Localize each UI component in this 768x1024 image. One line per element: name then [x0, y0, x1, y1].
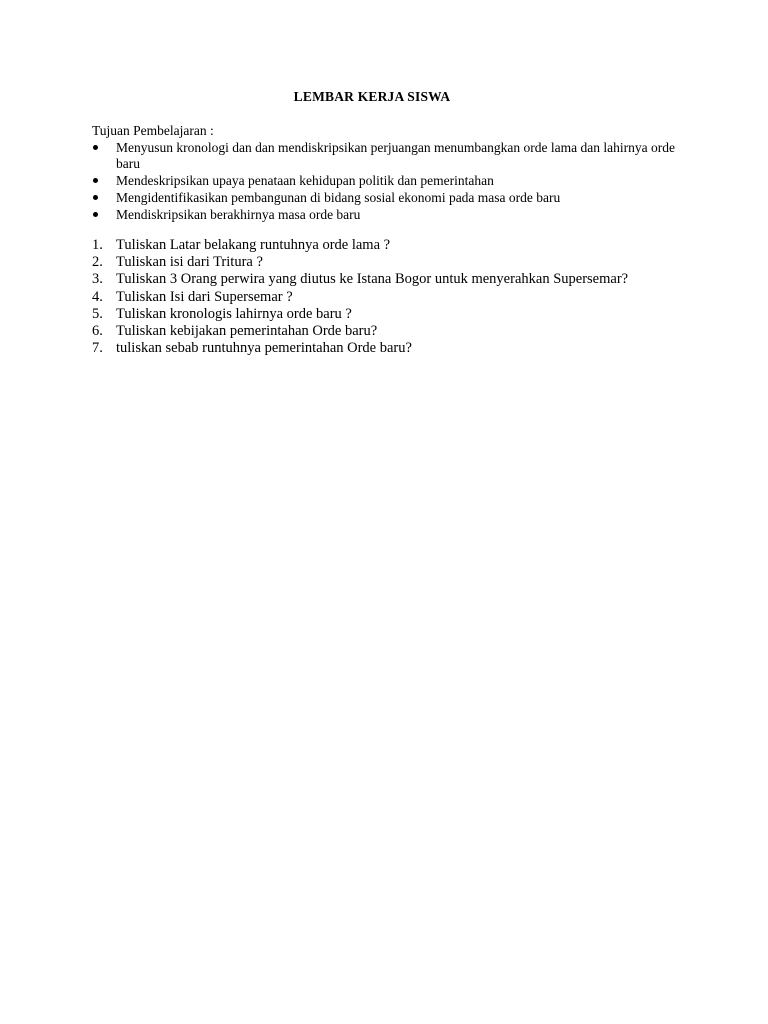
question-text: tuliskan sebab runtuhnya pemerintahan Orde baru?: [116, 340, 412, 357]
question-number: 7.: [92, 340, 103, 357]
questions-list: [92, 237, 692, 357]
list-item: [92, 140, 692, 172]
list-item: [92, 173, 692, 189]
question-item: [92, 289, 692, 306]
question-text: Tuliskan 3 Orang perwira yang diutus ke Istana Bogor untuk menyerahkan Supersemar?: [116, 271, 629, 288]
question-item: [92, 271, 692, 288]
question-number: 2.: [92, 254, 103, 271]
question-text: Tuliskan kronologis lahirnya orde baru ?: [116, 305, 352, 322]
question-item: [92, 340, 692, 357]
objective-text: Mendiskripsikan berakhirnya masa orde baru: [116, 207, 361, 222]
question-number: 4.: [92, 288, 103, 305]
bullet-icon: [93, 212, 98, 217]
question-number: 3.: [92, 271, 103, 288]
bullet-icon: [93, 178, 98, 183]
objective-text: Menyusun kronologi dan dan mendiskripsikan perjuangan menumbangkan orde lama dan lahirnya orde baru: [116, 140, 675, 171]
list-item: [92, 207, 692, 223]
question-item: [92, 254, 692, 271]
objectives-label: Tujuan Pembelajaran :: [92, 123, 214, 138]
question-number: 5.: [92, 305, 103, 322]
question-text: Tuliskan Latar belakang runtuhnya orde lama ?: [116, 237, 391, 253]
objective-text: Mengidentifikasikan pembangunan di bidang sosial ekonomi pada masa orde baru: [116, 190, 561, 205]
objective-text: Mendeskripsikan upaya penataan kehidupan politik dan pemerintahan: [116, 173, 494, 188]
bullet-icon: [93, 195, 98, 200]
question-item: [92, 306, 692, 323]
question-text: Tuliskan kebijakan pemerintahan Orde baru?: [116, 323, 378, 340]
page-title: LEMBAR KERJA SISWA: [293, 89, 451, 104]
question-item: [92, 323, 692, 340]
question-item: [92, 237, 692, 254]
question-text: Tuliskan isi dari Tritura ?: [116, 254, 263, 271]
question-number: 1.: [92, 237, 103, 253]
list-item: [92, 190, 692, 206]
question-number: 6.: [92, 323, 103, 340]
bullet-icon: [93, 145, 98, 150]
question-text: Tuliskan Isi dari Supersemar ?: [116, 288, 293, 305]
objectives-list: [92, 140, 692, 224]
